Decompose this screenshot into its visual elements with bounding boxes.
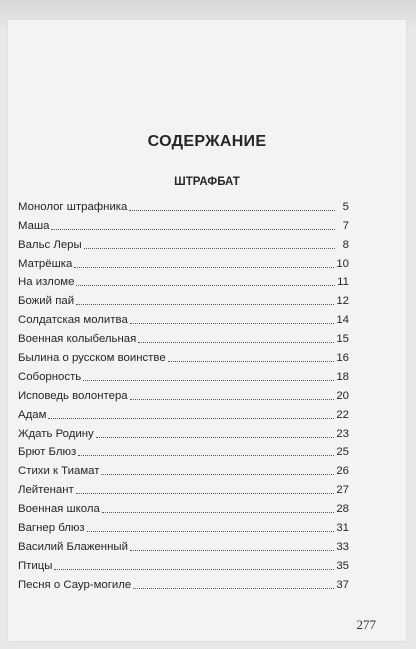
toc-entry (18, 516, 349, 535)
toc-entry (18, 233, 349, 252)
toc-entry-title: Лейтенант (18, 484, 74, 497)
toc-entry-page: 11 (337, 276, 349, 289)
toc-entry-title: Монолог штрафника (18, 200, 128, 213)
toc-entry-page: 26 (336, 465, 349, 478)
toc-entry-title: Матрёшка (18, 257, 73, 270)
section-title: ШТРАФБАТ (174, 176, 240, 188)
toc-entry (18, 252, 349, 271)
toc-entry-title: Василий Блаженный (18, 540, 128, 553)
toc-entry (18, 271, 349, 290)
toc-entry-page: 5 (342, 200, 349, 213)
dot-leader (74, 267, 334, 268)
contents-heading: СОДЕРЖАНИЕ (147, 133, 267, 150)
dot-leader (78, 455, 334, 456)
toc-entry (18, 422, 349, 441)
toc-entry-title: Птицы (18, 559, 53, 572)
dot-leader (54, 569, 334, 570)
toc-entry-page: 16 (336, 352, 349, 365)
dot-leader (133, 588, 334, 589)
toc-entry (18, 478, 349, 497)
toc-entry-page: 8 (342, 238, 349, 251)
toc-entry-title: Ждать Родину (18, 427, 94, 440)
toc-entry-page: 37 (336, 578, 349, 591)
toc-entry-title: Вальс Леры (18, 238, 82, 251)
dot-leader (76, 493, 335, 494)
toc-entry (18, 327, 349, 346)
toc-entry (18, 214, 349, 233)
toc-entry (18, 497, 349, 516)
toc-entry (18, 384, 349, 403)
toc-entry-page: 33 (336, 540, 349, 553)
dot-leader (84, 248, 335, 249)
dot-leader (130, 323, 335, 324)
dot-leader (76, 285, 335, 286)
toc-entry-page: 10 (336, 257, 349, 270)
toc-entry (18, 459, 349, 478)
toc-entry-title: На изломе (18, 276, 75, 289)
toc-entry (18, 554, 349, 573)
toc-entry (18, 535, 349, 554)
toc-entry-title: Стихи к Тиамат (18, 465, 100, 478)
dot-leader (76, 304, 334, 305)
toc-entry-title: Военная колыбельная (18, 333, 137, 346)
toc-entry-page: 25 (336, 446, 349, 459)
toc-entry-title: Соборность (18, 370, 82, 383)
toc-entry-title: Былина о русском воинстве (18, 352, 166, 365)
toc-entry-page: 23 (336, 427, 349, 440)
toc-entry-page: 18 (336, 370, 349, 383)
toc-entry (18, 346, 349, 365)
toc-entry-page: 31 (336, 522, 349, 535)
toc-entry-page: 20 (336, 389, 349, 402)
dot-leader (130, 550, 334, 551)
toc-entry-title: Исповедь волонтера (18, 389, 128, 402)
toc-entry-page: 22 (336, 408, 349, 421)
toc-entry-title: Песня о Саур-могиле (18, 578, 132, 591)
table-of-contents (18, 195, 349, 592)
dot-leader (130, 399, 335, 400)
dot-leader (96, 437, 335, 438)
toc-entry-page: 14 (336, 314, 349, 327)
dot-leader (87, 531, 335, 532)
toc-entry (18, 289, 349, 308)
toc-entry-page: 12 (336, 295, 349, 308)
toc-entry-title: Солдатская молитва (18, 314, 128, 327)
toc-entry-page: 35 (336, 559, 349, 572)
dot-leader (129, 210, 335, 211)
dot-leader (101, 474, 334, 475)
toc-entry-title: Брют Блюз (18, 446, 77, 459)
dot-leader (51, 229, 335, 230)
toc-entry-title: Вагнер блюз (18, 522, 85, 535)
toc-entry-page: 7 (342, 219, 349, 232)
book-page (8, 20, 406, 641)
toc-entry (18, 403, 349, 422)
dot-leader (83, 380, 334, 381)
toc-entry-title: Военная школа (18, 503, 100, 516)
dot-leader (48, 418, 334, 419)
dot-leader (102, 512, 334, 513)
dot-leader (138, 342, 334, 343)
toc-entry-page: 15 (336, 333, 349, 346)
toc-entry-title: Божий пай (18, 295, 75, 308)
toc-entry-page: 28 (336, 503, 349, 516)
dot-leader (168, 361, 335, 362)
page-number: 277 (356, 617, 376, 632)
toc-entry (18, 441, 349, 460)
toc-entry-title: Маша (18, 219, 50, 232)
toc-entry (18, 365, 349, 384)
toc-entry-title: Адам (18, 408, 47, 421)
toc-entry-page: 27 (336, 484, 349, 497)
toc-entry (18, 308, 349, 327)
toc-entry (18, 573, 349, 592)
toc-entry (18, 195, 349, 214)
